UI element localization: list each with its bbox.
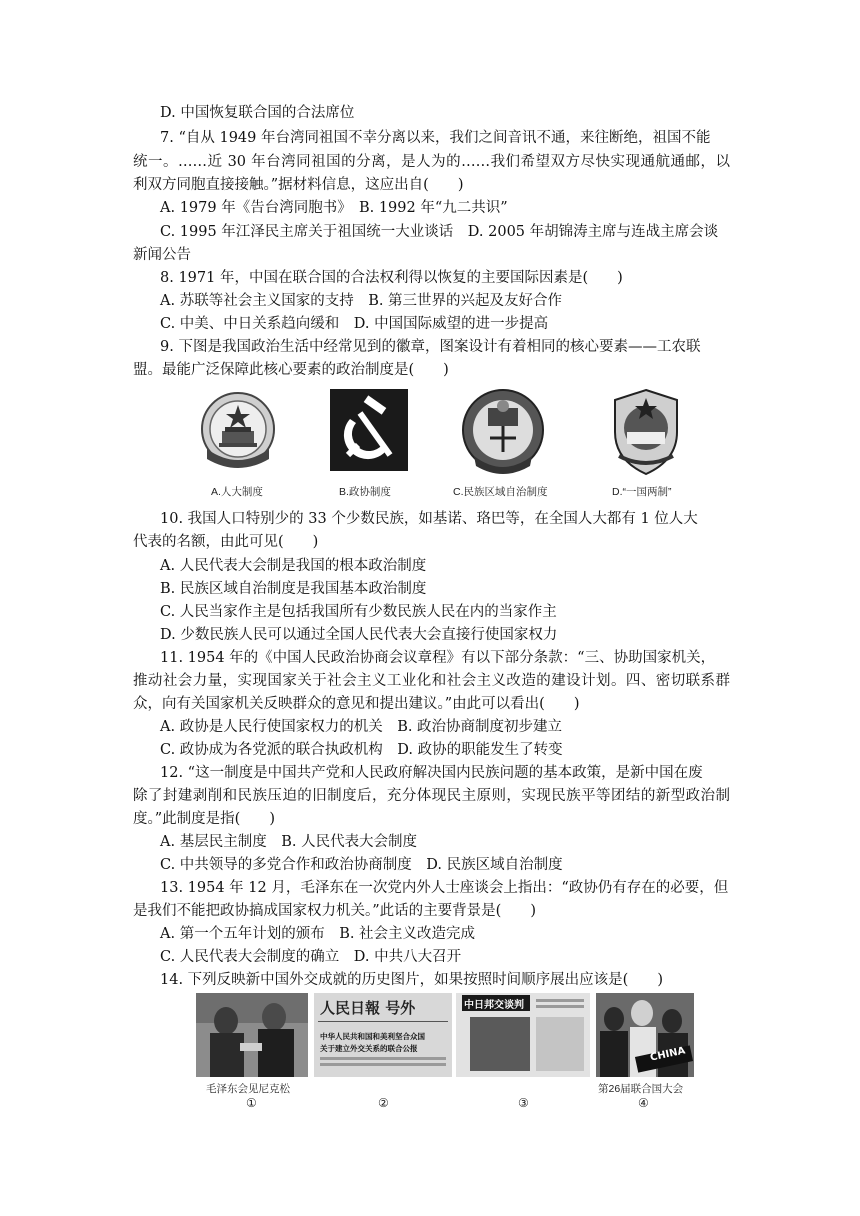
question-9-stem: 9. 下图是我国政治生活中经常见到的徽章，图案设计有着相同的核心要素——工农联	[160, 339, 701, 355]
china-sign: CHINA	[649, 1045, 687, 1064]
sino-japan-talks-photo	[456, 993, 590, 1077]
text-line: 除了封建剥削和民族压迫的旧制度后，充分体现民主原则，实现民族平等团结的新型政治制	[133, 788, 730, 804]
emblem-caption-a: A.人大制度	[211, 486, 263, 498]
emblem-caption-d: D.“一国两制”	[612, 486, 672, 498]
text-line: 统一。……近 30 年台湾同祖国的分离，是人为的……我们希望双方尽快实现通航通邮，以	[133, 154, 730, 170]
emblem-caption-b: B.政协制度	[339, 486, 391, 498]
text-line: 是我们不能把政协搞成国家权力机关。”此话的主要背景是( )	[133, 903, 536, 919]
question-13-stem: 13. 1954 年 12 月，毛泽东在一次党内外人士座谈会上指出：“政协仍有存在的必要，但	[160, 880, 729, 896]
question-10-option: C. 人民当家作主是包括我国所有少数民族人民在内的当家作主	[160, 604, 557, 620]
text-line: D. 中国恢复联合国的合法席位	[160, 105, 355, 121]
question-13-options: C. 人民代表大会制度的确立 D. 中共八大召开	[160, 949, 462, 965]
text-line: 利双方同胞直接接触。”据材料信息，这应出自( )	[133, 177, 464, 193]
newspaper-headline: 中日邦交谈判	[464, 1000, 524, 1011]
newspaper-headline: 关于建立外交关系的联合公报	[320, 1044, 418, 1053]
question-12-options: C. 中共领导的多党合作和政治协商制度 D. 民族区域自治制度	[160, 857, 563, 873]
photo-caption-1: 毛泽东会见尼克松	[206, 1083, 290, 1095]
question-8-options: A. 苏联等社会主义国家的支持 B. 第三世界的兴起及友好合作	[160, 293, 563, 309]
un-general-assembly-photo	[596, 993, 694, 1077]
photo-number-4: ④	[638, 1096, 649, 1110]
question-10-option: A. 人民代表大会制是我国的根本政治制度	[160, 558, 427, 574]
newspaper-headline: 中华人民共和国和美利坚合众国	[320, 1032, 425, 1041]
question-12-stem: 12. “这一制度是中国共产党和人民政府解决国内民族问题的基本政策，是新中国在废	[160, 765, 703, 781]
newspaper-masthead: 人民日報 号外	[320, 999, 416, 1017]
question-11-options: A. 政协是人民行使国家权力的机关 B. 政治协商制度初步建立	[160, 719, 563, 735]
emblem-caption-c: C.民族区域自治制度	[453, 486, 548, 498]
question-7-stem: 7. “自从 1949 年台湾同祖国不幸分离以来，我们之间音讯不通，来往断绝，祖国不能	[160, 130, 711, 146]
question-13-options: A. 第一个五年计划的颁布 B. 社会主义改造完成	[160, 926, 476, 942]
text-line: 盟。最能广泛保障此核心要素的政治制度是( )	[133, 362, 449, 378]
youth-league-emblem-icon	[605, 386, 687, 478]
question-11-stem: 11. 1954 年的《中国人民政治协商会议章程》有以下部分条款：“三、协助国家机关，	[160, 650, 716, 666]
text-line: 众，向有关国家机关反映群众的意见和提出建议。”由此可以看出( )	[133, 696, 580, 712]
mao-nixon-photo	[196, 993, 308, 1077]
photo-number-3: ③	[518, 1096, 529, 1110]
peoples-daily-extra-photo	[314, 993, 452, 1077]
question-10-option: B. 民族区域自治制度是我国基本政治制度	[160, 581, 427, 597]
question-10-option: D. 少数民族人民可以通过全国人民代表大会直接行使国家权力	[160, 627, 558, 643]
party-emblem-icon	[330, 389, 408, 471]
text-line: 代表的名额，由此可见( )	[133, 534, 319, 550]
photo-number-1: ①	[246, 1096, 257, 1110]
question-14-stem: 14. 下列反映新中国外交成就的历史图片，如果按照时间顺序展出应该是( )	[160, 972, 663, 988]
national-emblem-icon	[197, 387, 279, 477]
text-line: 新闻公告	[133, 247, 191, 263]
text-line: 度。”此制度是指( )	[133, 811, 275, 827]
question-7-options: C. 1995 年江泽民主席关于祖国统一大业谈话 D. 2005 年胡锦涛主席与连战主席会谈	[160, 224, 719, 240]
question-10-stem: 10. 我国人口特别少的 33 个少数民族，如基诺、珞巴等，在全国人大都有 1 位人大	[160, 511, 698, 527]
photo-number-2: ②	[378, 1096, 389, 1110]
question-8-stem: 8. 1971 年，中国在联合国的合法权利得以恢复的主要国际因素是( )	[160, 270, 623, 286]
question-11-options: C. 政协成为各党派的联合执政机构 D. 政协的职能发生了转变	[160, 742, 563, 758]
question-12-options: A. 基层民主制度 B. 人民代表大会制度	[160, 834, 418, 850]
photo-caption-4: 第26届联合国大会	[598, 1083, 684, 1095]
question-8-options: C. 中美、中日关系趋向缓和 D. 中国国际威望的进一步提高	[160, 316, 549, 332]
court-emblem-icon	[460, 386, 546, 478]
text-line: 推动社会力量，实现国家关于社会主义工业化和社会主义改造的建设计划。四、密切联系群	[133, 673, 730, 689]
question-7-options: A. 1979 年《告台湾同胞书》 B. 1992 年“九二共识”	[160, 200, 508, 216]
